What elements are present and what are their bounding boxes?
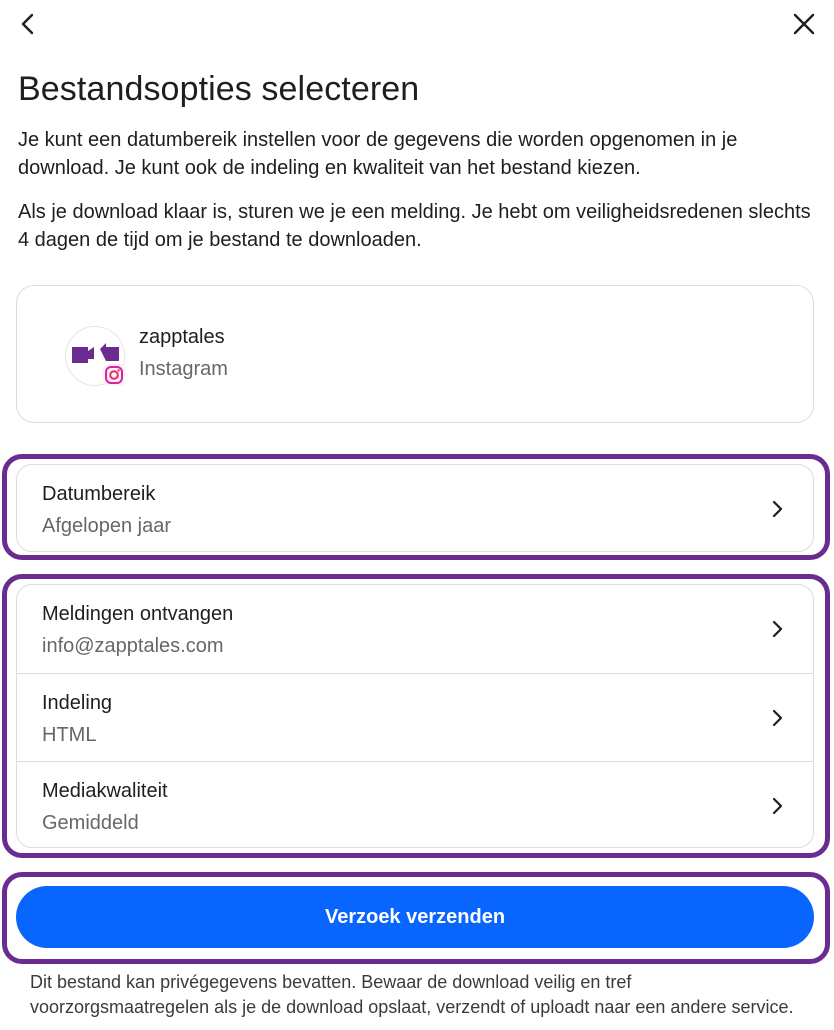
option-value: Gemiddeld <box>42 812 139 834</box>
close-icon <box>792 12 816 36</box>
page-title: Bestandsopties selecteren <box>18 70 420 108</box>
settings-card <box>16 584 814 848</box>
option-label: Meldingen ontvangen <box>42 603 234 625</box>
option-label: Indeling <box>42 692 113 714</box>
date-range-card <box>16 464 814 552</box>
description-paragraph-1: Je kunt een datumbereik instellen voor de gegevens die worden opgenomen in je download. Je kunt ook de indeling en kwaliteit van het bestand kiezen. <box>18 129 738 179</box>
chevron-right-icon <box>771 708 785 728</box>
account-name: zapptales <box>139 326 225 348</box>
media-quality-option[interactable] <box>17 761 813 848</box>
chevron-right-icon <box>771 499 785 519</box>
option-value: HTML <box>42 724 97 746</box>
chevron-right-icon <box>771 619 785 639</box>
back-button[interactable] <box>10 6 46 42</box>
description-paragraph-2: Als je download klaar is, sturen we je een melding. Je hebt om veiligheidsredenen slechts 4 dagen de tijd om je bestand te downloaden. <box>18 201 811 251</box>
privacy-disclaimer: Dit bestand kan privégegevens bevatten. Bewaar de download veilig en tref voorzorgsmaatregelen als je de download opslaat, verzendt of uploadt naar een andere service. <box>30 972 794 1017</box>
chevron-left-icon <box>17 12 39 36</box>
date-range-option[interactable] <box>17 465 813 552</box>
option-value: Afgelopen jaar <box>42 515 171 537</box>
chevron-right-icon <box>771 796 785 816</box>
option-label: Mediakwaliteit <box>42 780 168 802</box>
submit-request-button[interactable]: Verzoek verzenden <box>16 886 814 948</box>
option-value: info@zapptales.com <box>42 635 224 657</box>
account-card <box>16 285 814 423</box>
account-platform: Instagram <box>139 358 228 380</box>
format-option[interactable] <box>17 673 813 761</box>
option-label: Datumbereik <box>42 483 156 505</box>
close-button[interactable] <box>786 6 822 42</box>
top-bar <box>0 0 834 50</box>
instagram-icon <box>103 364 125 386</box>
notifications-option[interactable] <box>17 585 813 673</box>
